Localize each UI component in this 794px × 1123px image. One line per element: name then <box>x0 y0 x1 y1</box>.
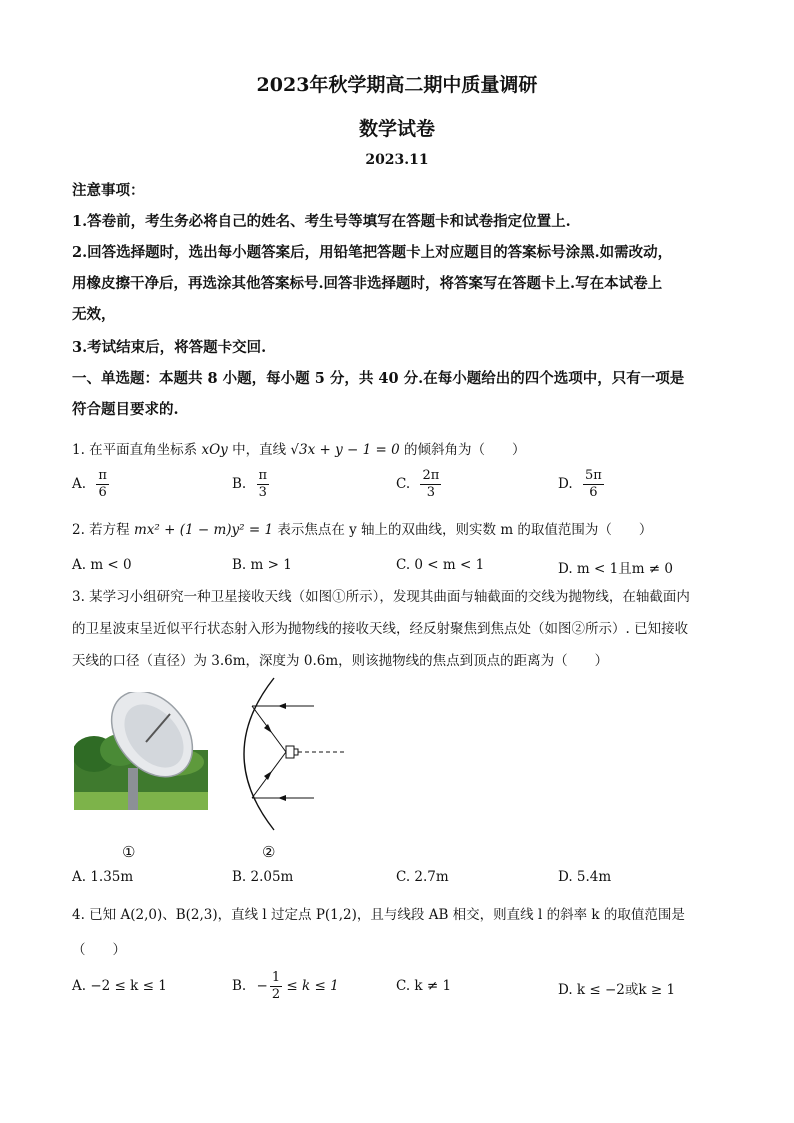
q4-line-1: 4. 已知 A(2,0)、B(2,3)，直线 l 过定点 P(1,2)，且与线段 AB 相交，则直线 l 的斜率 k 的取值范围是 <box>72 907 685 923</box>
q1-d-num: 5π <box>584 468 602 483</box>
q1-c-num: 2π <box>422 468 440 483</box>
q1-option-c-label: C. <box>396 476 411 492</box>
q1-option-b <box>232 468 269 501</box>
q1-c-den: 3 <box>426 485 435 500</box>
q4-option-a: A. −2 ≤ k ≤ 1 <box>72 978 167 994</box>
notice-item-2c: 无效， <box>72 306 116 323</box>
q2-stem-eq: mx² + (1 − m)y² = 1 <box>133 522 274 538</box>
notice-item-2b: 用橡皮擦干净后，再选涂其他答案标号.回答非选择题时，将答案写在答题卡上.写在本试卷上 <box>72 275 663 292</box>
parabola-reflection-diagram <box>234 676 346 836</box>
figure-2-caption: ② <box>262 843 276 861</box>
question-1-stem <box>72 440 732 460</box>
q1-stem-eq: √3x + y − 1 = 0 <box>290 442 400 458</box>
q4-option-c: C. k ≠ 1 <box>396 978 452 994</box>
q2-option-a: A. m < 0 <box>72 557 132 573</box>
q2-option-d: D. m < 1且m ≠ 0 <box>558 561 673 577</box>
q4-b-num: 1 <box>271 970 281 985</box>
q1-option-d-label: D. <box>558 476 573 492</box>
notice-item-3: 3.考试结束后，将答题卡交回. <box>72 339 267 356</box>
q3-line-2: 的卫星波束呈近似平行状态射入形为抛物线的接收天线，经反射聚焦到焦点处（如图②所示）. 已知接收 <box>72 621 689 637</box>
q1-option-b-label: B. <box>232 476 247 492</box>
satellite-dish-photo <box>74 692 208 810</box>
q3-line-3: 天线的口径（直径）为 3.6m，深度为 0.6m，则该抛物线的焦点到顶点的距离为（ ） <box>72 653 609 669</box>
q1-b-num: π <box>258 468 268 483</box>
q1-option-c-fraction <box>420 468 441 501</box>
q4-option-b-range: ≤ k ≤ 1 <box>286 978 339 994</box>
q1-option-d-fraction <box>583 468 604 501</box>
q2-stem-pre: 2. 若方程 <box>72 522 130 538</box>
q2-option-b: B. m > 1 <box>232 557 292 573</box>
section-heading-b: 符合题目要求的. <box>72 401 179 418</box>
q1-d-den: 6 <box>589 485 598 500</box>
q3-option-a: A. 1.35m <box>72 869 134 885</box>
q4-b-den: 2 <box>271 987 281 1002</box>
q2-option-c: C. 0 < m < 1 <box>396 557 485 573</box>
q1-option-a <box>72 468 109 501</box>
q1-stem-post: 的倾斜角为（ ） <box>403 442 526 458</box>
q1-option-a-label: A. <box>72 476 87 492</box>
q2-stem-post: 表示焦点在 y 轴上的双曲线，则实数 m 的取值范围为（ ） <box>277 522 653 538</box>
question-2-stem <box>72 520 732 540</box>
q4-option-b <box>232 970 339 1003</box>
q1-option-d <box>558 468 604 501</box>
q4-option-b-fraction <box>270 970 282 1003</box>
q1-option-a-fraction <box>96 468 109 501</box>
q4-option-d: D. k ≤ −2或k ≥ 1 <box>558 982 676 998</box>
q1-a-den: 6 <box>98 485 107 500</box>
figure-1-caption: ① <box>122 843 136 861</box>
q1-option-b-fraction <box>257 468 270 501</box>
notice-heading: 注意事项： <box>72 182 145 199</box>
q4-option-b-minus: − <box>256 978 268 994</box>
q1-stem-mid: 中，直线 <box>232 442 287 458</box>
section-heading-a: 一、单选题：本题共 8 小题，每小题 5 分，共 40 分.在每小题给出的四个选项中，只有一项是 <box>72 370 685 387</box>
q3-option-d: D. 5.4m <box>558 869 612 885</box>
notice-item-1: 1.答卷前，考生务必将自己的姓名、考生号等填写在答题卡和试卷指定位置上. <box>72 213 571 230</box>
exam-subtitle: 数学试卷 <box>358 118 435 140</box>
q3-option-c: C. 2.7m <box>396 869 449 885</box>
exam-date: 2023.11 <box>365 152 429 168</box>
q1-stem-var: xOy <box>201 442 228 458</box>
q1-stem-pre: 1. 在平面直角坐标系 <box>72 442 198 458</box>
q1-option-c <box>396 468 441 501</box>
notice-item-2a: 2.回答选择题时，选出每小题答案后，用铅笔把答题卡上对应题目的答案标号涂黑.如需改动， <box>72 244 673 261</box>
exam-title: 2023年秋学期高二期中质量调研 <box>256 74 538 96</box>
q1-b-den: 3 <box>258 485 267 500</box>
q3-line-1: 3. 某学习小组研究一种卫星接收天线（如图①所示），发现其曲面与轴截面的交线为抛物线，在轴截面内 <box>72 589 690 605</box>
q4-line-2: （ ） <box>72 942 126 958</box>
q4-option-b-label: B. <box>232 978 247 994</box>
q3-option-b: B. 2.05m <box>232 869 294 885</box>
q1-a-num: π <box>98 468 107 483</box>
